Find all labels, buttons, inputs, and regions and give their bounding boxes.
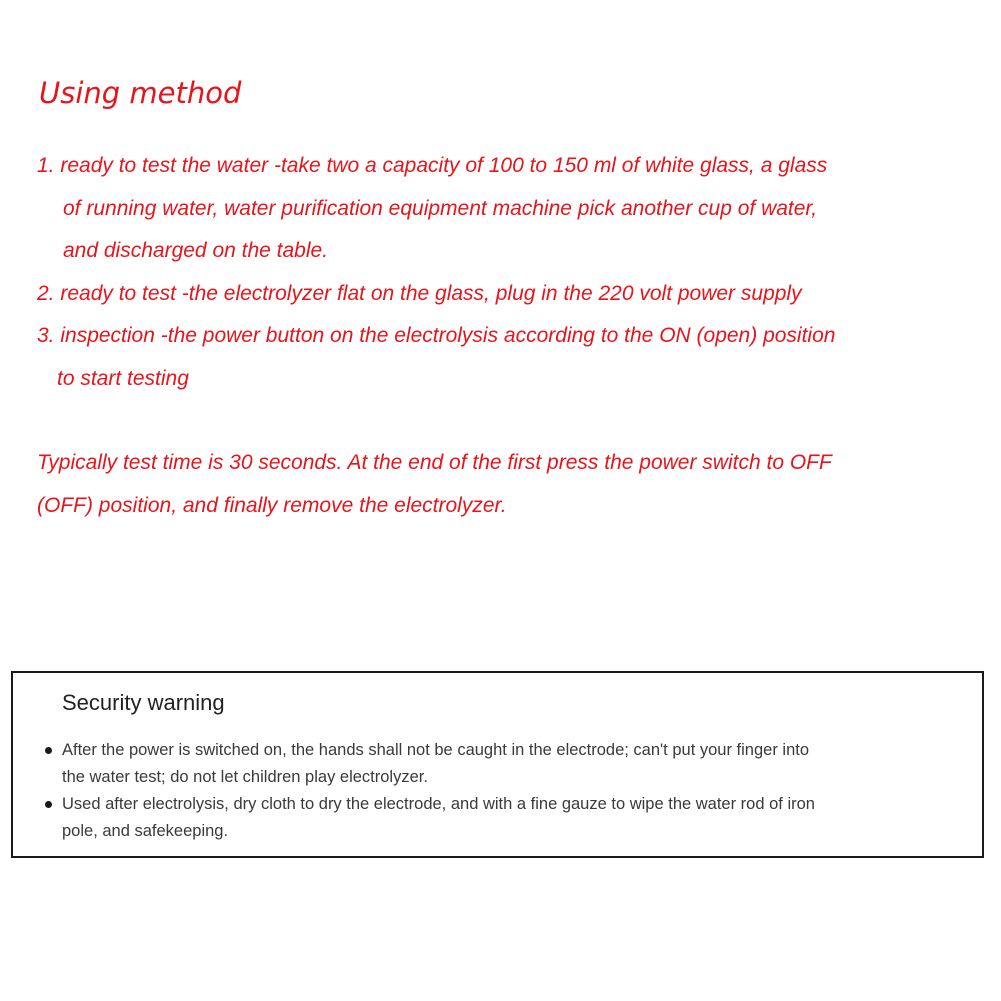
step-2 (37, 273, 977, 316)
warning-list (43, 737, 963, 845)
warning-title: Security warning (62, 690, 225, 715)
warning-item-1-line-1: After the power is switched on, the hands shall not be caught in the electrode; can't put your finger into (62, 741, 810, 759)
step-3-line-2: to start testing (57, 366, 189, 390)
note-line-1: Typically test time is 30 seconds. At the end of the first press the power switch to OFF (37, 451, 832, 474)
warning-item-2-line-1: Used after electrolysis, dry cloth to dry the electrode, and with a fine gauze to wipe the water rod of iron (62, 795, 815, 813)
section-heading: Using method (39, 76, 242, 110)
warning-item-2-line-2: pole, and safekeeping. (62, 822, 229, 840)
step-1-line-2: of running water, water purification equipment machine pick another cup of water, (63, 196, 818, 220)
step-1-line-1: 1. ready to test the water -take two a capacity of 100 to 150 ml of white glass, a glass (37, 154, 828, 177)
step-3 (37, 315, 977, 400)
step-1 (37, 145, 977, 273)
warning-item (43, 791, 963, 845)
warning-item-1-line-2: the water test; do not let children play electrolyzer. (62, 768, 428, 786)
note-line-2: (OFF) position, and finally remove the electrolyzer. (37, 493, 507, 517)
step-2-line-1: 2. ready to test -the electrolyzer flat on the glass, plug in the 220 volt power supply (37, 281, 802, 305)
security-warning-box (11, 671, 984, 858)
bullet-icon (45, 747, 52, 754)
warning-item (43, 737, 963, 791)
instruction-steps (37, 145, 977, 400)
step-3-line-1: 3. inspection -the power button on the electrolysis according to the ON (open) position (37, 324, 836, 347)
test-time-note (37, 442, 977, 527)
bullet-icon (45, 801, 52, 808)
step-1-line-3: and discharged on the table. (63, 239, 329, 262)
